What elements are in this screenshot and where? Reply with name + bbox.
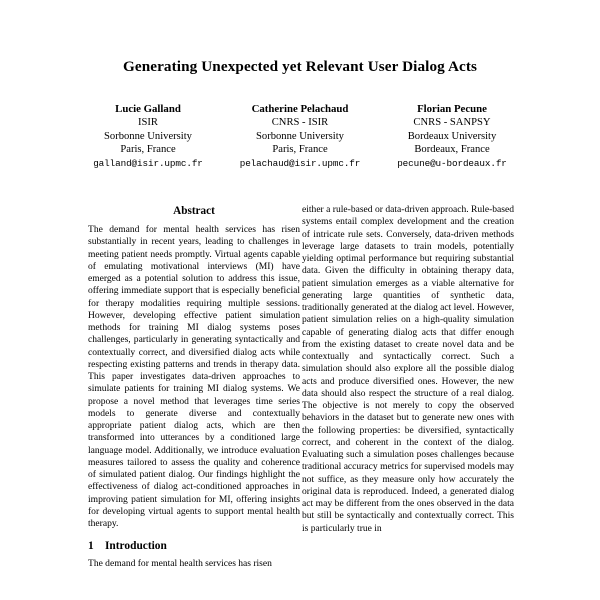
column-left: [88, 204, 300, 600]
author-institution: Sorbonne University: [104, 130, 192, 142]
author-affiliation: CNRS - SANPSY: [413, 117, 491, 129]
author-name: Catherine Pelachaud: [251, 103, 349, 115]
author-name: Florian Pecune: [417, 103, 487, 115]
author-entry: [72, 103, 224, 171]
author-email[interactable]: galland@isir.upmc.fr: [93, 158, 203, 170]
abstract-heading: Abstract: [173, 205, 215, 217]
page-title: Generating Unexpected yet Relevant User Dialog Acts: [122, 58, 478, 75]
author-location: Bordeaux, France: [414, 144, 490, 156]
author-affiliation: ISIR: [137, 117, 158, 129]
author-affiliation: CNRS - ISIR: [271, 117, 329, 129]
introduction-paragraph-clipped: The demand for mental health services has risen: [88, 558, 272, 570]
author-entry: [224, 103, 376, 171]
author-entry: [376, 103, 528, 171]
section-number: 1: [88, 540, 94, 553]
author-location: Paris, France: [120, 144, 176, 156]
author-name: Lucie Galland: [115, 103, 181, 115]
author-institution: Sorbonne University: [256, 130, 344, 142]
author-email[interactable]: pecune@u-bordeaux.fr: [397, 158, 507, 170]
introduction-paragraph-continued: either a rule-based or data-driven approach. Rule-based systems entail complex development and the creation of intricate rule sets. Conversely, data-driven methods leverage large datasets to train models, potentially yielding optimal performance but requiring substantial data. Given the difficulty in obtaining therapy data, patient simulation emerges as a viable alternative for generating large quantities of synthetic data, traditionally generated at the dialog act level. However, patient simulation relies on a high-quality simulation capable of generating dialog acts that differ enough from the existing dataset to create novel data and be contextually and syntactically correct. Such a simulation should also explore all the possible dialog acts and produce diversified ones. However, the new data should also respect the structure of a real dialog. The objective is not merely to copy the observed behaviors in the dataset but to generate new ones with the following properties: be diversified, syntactically correct, and coherent in the context of the dialog. Evaluating such a simulation poses challenges because traditional accuracy metrics for supervised models may not suffice, as they measure only how accurately the original data is reproduced. Indeed, a generated dialog act may be different from the ones observed in the data but still be syntactically and contextually correct. This is particularly true in: [302, 204, 514, 534]
author-location: Paris, France: [272, 144, 328, 156]
author-block: [72, 103, 528, 171]
abstract-text: The demand for mental health services has risen substantially in recent years, leading to challenges in meeting patient needs promptly. Virtual agents capable of emulating motivational interviews (MI) have emerged as a potential solution to address this issue, offering immediate support that is especially beneficial for therapy modalities requiring multiple sessions. However, developing effective patient simulation methods for training MI dialog systems poses challenges, particularly in generating syntactically and contextually correct, and diversified dialog acts while respecting existing patterns and trends in therapy data. This paper investigates data-driven approaches to simulate patients for training MI dialog systems. We propose a novel method that leverages time series models to generate diverse and contextually appropriate patient dialog acts, which are then transformed into utterances by a conditioned large language model. Additionally, we introduce evaluation measures tailored to assess the quality and coherence of simulated patient dialog. Our findings highlight the effectiveness of dialog act-conditioned approaches in improving patient simulation for MI, offering insights for developing virtual agents to support mental health therapy.: [88, 224, 300, 529]
section-heading-introduction: [88, 539, 300, 553]
column-right: [302, 204, 514, 600]
section-title: Introduction: [105, 540, 167, 553]
author-email[interactable]: pelachaud@isir.upmc.fr: [239, 158, 361, 170]
author-institution: Bordeaux University: [407, 130, 497, 142]
